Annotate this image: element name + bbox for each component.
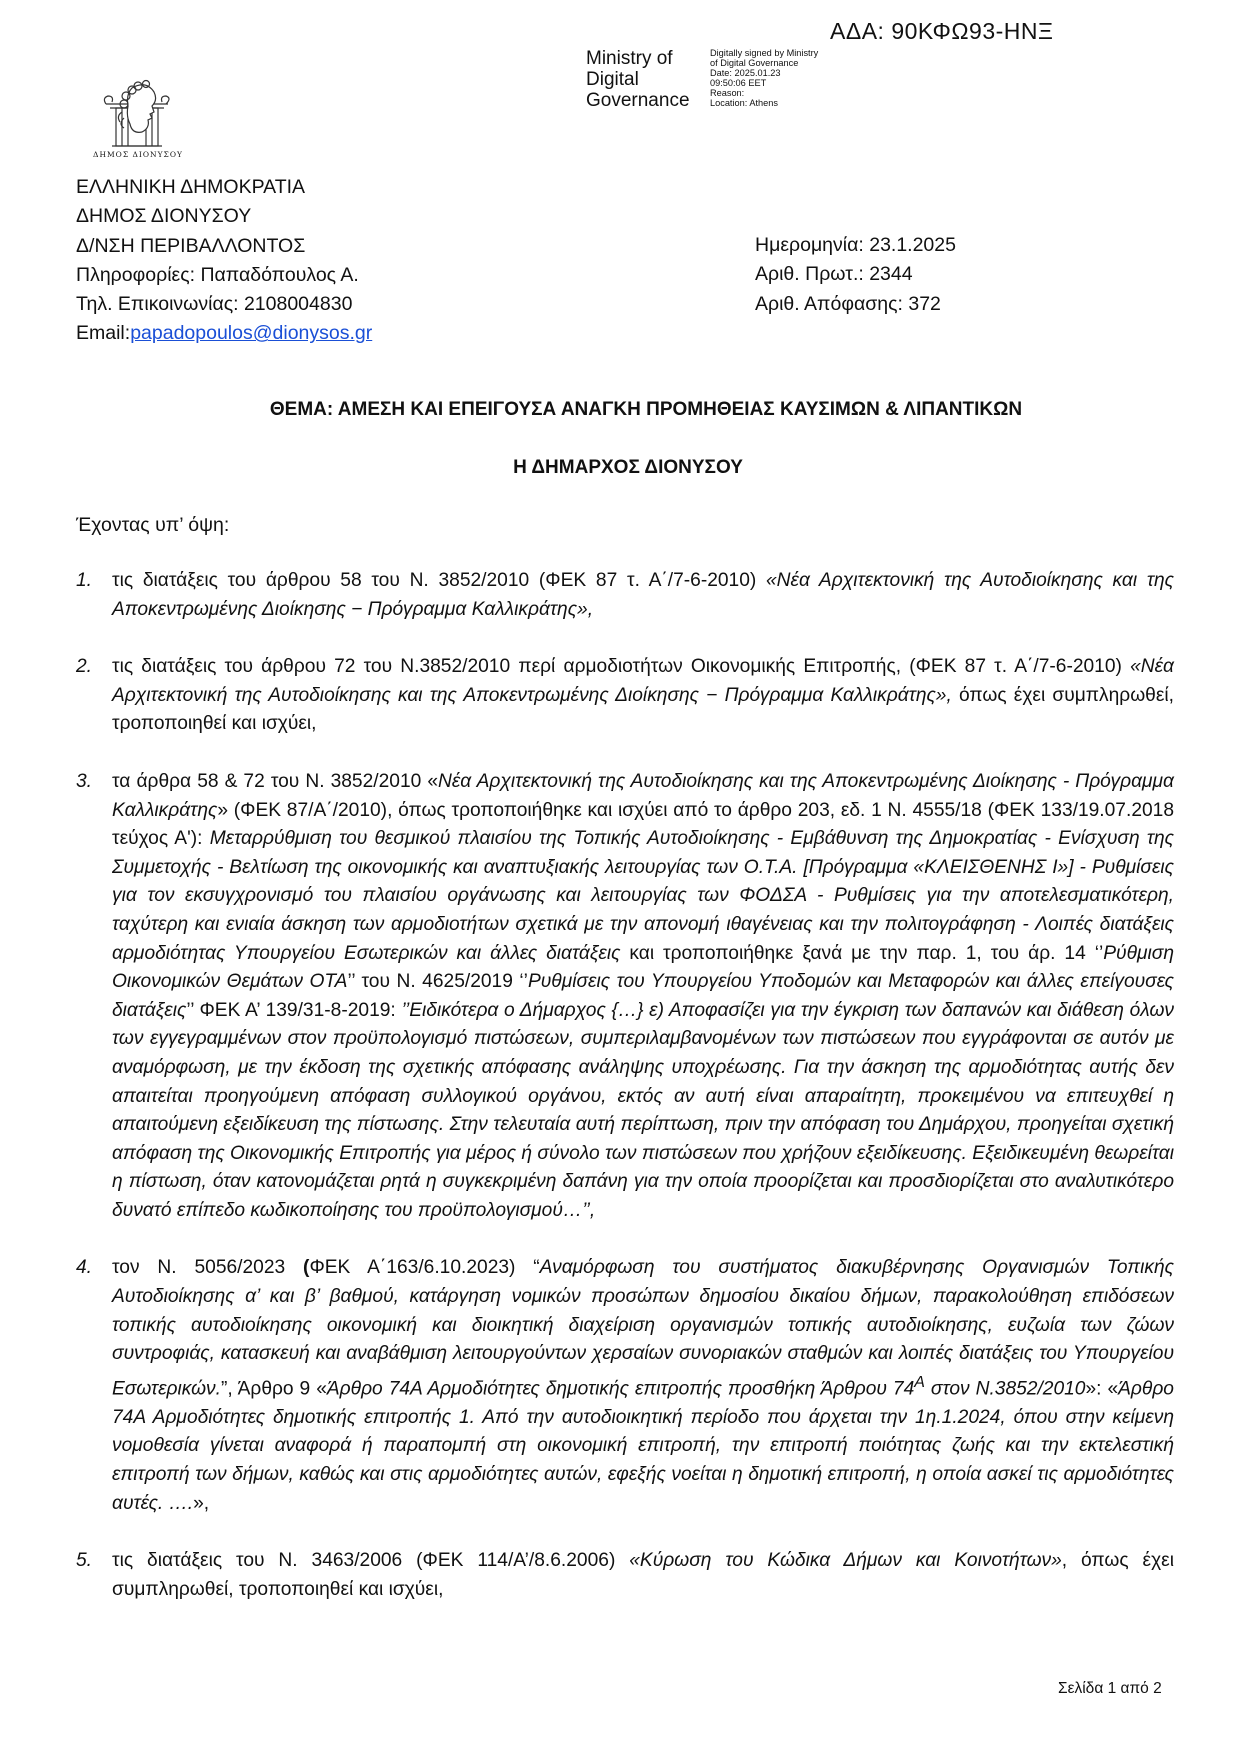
email-link[interactable]: papadopoulos@dionysos.gr: [130, 322, 373, 345]
info-contact-line: Πληροφορίες: Παπαδόπουλος Α.: [76, 263, 359, 286]
sender-info: [76, 173, 372, 349]
list-item: 2. τις διατάξεις του άρθρου 72 του Ν.3852/2010 περί αρμοδιοτήτων Οικονομικής Επιτροπής, (ΦΕΚ 87 τ. Α΄/7-6-2010) «Νέα Αρχιτεκτονική της Αυτοδιοίκησης και της Αποκεντρωμένης Διοίκησης − Πρόγραμμα Καλλικράτης», όπως έχει συμπληρωθεί, τροποποιηθεί και ισχύει,: [76, 653, 1174, 739]
mayor-heading: Η ΔΗΜΑΡΧΟΣ ΔΙΟΝΥΣΟΥ: [513, 457, 743, 478]
item-number: 1.: [76, 570, 93, 591]
item-number: 3.: [76, 770, 93, 792]
ada-code: ΑΔΑ: 90ΚΦΩ93-ΗΝΞ: [830, 18, 1054, 44]
protocol-line: Αριθ. Πρωτ.: 2344: [755, 263, 913, 286]
municipality-line: ΔΗΜΟΣ ΔΙΟΝΥΣΟΥ: [76, 205, 252, 228]
document-meta: [755, 231, 956, 319]
item-number: 4.: [76, 1257, 93, 1279]
list-item: 4. τον Ν. 5056/2023 (ΦΕΚ Α΄163/6.10.2023) “Αναμόρφωση του συστήματος διακυβέρνησης Οργανισμών Τοπικής Αυτοδιοίκησης α’ και β’ βαθμού, κατάργηση νομικών προσώπων δημοσίου δικαίου δήμων, παρακολούθηση επιδόσεων τοπικής αυτοδιοίκησης οικονομική και διοικητική διαχείριση οργανισμών τοπικής αυτοδιοίκησης, ευζωία των ζώων συντροφιάς, κατασκευή και αναβάθμιση λειτουργούντων χερσαίων συνοριακών σταθμών και λοιπές διατάξεις του Υπουργείου Εσωτερικών.”, Άρθρο 9 «Άρθρο 74Α Αρμοδιότητες δημοτικής επιτροπής προσθήκη Άρθρου $74^A$ στον Ν.3852/2010»: «Άρθρο 74Α Αρμοδιότητες δημοτικής επιτροπής 1. Από την αυτοδιοικητική περίοδο που άρχεται την 1η.1.2024, όπου στην κείμενη νομοθεσία γίνεται αναφορά ή παραπομπή στη οικονομική επιτροπή, την επιτροπή ποιότητας ζωής και την εκτελεστική επιτροπή των δήμων, καθώς και στις αρμοδιότητες αυτών, εφεξής νοείται η δημοτική επιτροπή, η οποία ασκεί τις αρμοδιότητες αυτές. ….»,: [76, 1254, 1174, 1518]
subject-heading: ΘΕΜΑ: ΑΜΕΣΗ ΚΑΙ ΕΠΕΙΓΟΥΣΑ ΑΝΑΓΚΗ ΠΡΟΜΗΘΕΙΑΣ ΚΑΥΣΙΜΩΝ & ΛΙΠΑΝΤΙΚΩΝ: [269, 399, 1023, 420]
date-line: Ημερομηνία: 23.1.2025: [755, 234, 956, 256]
directorate-line: Δ/ΝΣΗ ΠΕΡΙΒΑΛΛΟΝΤΟΣ: [76, 234, 306, 257]
page-number: Σελίδα 1 από 2: [1058, 1680, 1162, 1697]
list-item: 5. τις διατάξεις του Ν. 3463/2006 (ΦΕΚ 114/Α’/8.6.2006) «Κύρωση του Κώδικα Δήμων και Κοινοτήτων», όπως έχει συμπληρωθεί, τροποποιηθεί και ισχύει,: [76, 1547, 1174, 1604]
email-line: Email:papadopoulos@dionysos.gr: [76, 322, 373, 345]
list-item: 3. τα άρθρα 58 & 72 του Ν. 3852/2010 «Νέα Αρχιτεκτονική της Αυτοδιοίκησης και της Αποκεντρωμένης Διοίκησης - Πρόγραμμα Καλλικράτης» (ΦΕΚ 87/Α΄/2010), όπως τροποποιήθηκε και ισχύει από το άρθρο 203, εδ. 1 Ν. 4555/18 (ΦΕΚ 133/19.07.2018 τεύχος Α'): Μεταρρύθμιση του θεσμικού πλαισίου της Τοπικής Αυτοδιοίκησης - Εμβάθυνση της Δημοκρατίας - Ενίσχυση της Συμμετοχής - Βελτίωση της οικονομικής και αναπτυξιακής λειτουργίας των Ο.Τ.Α. [Πρόγραμμα «ΚΛΕΙΣΘΕΝΗΣ Ι»] - Ρυθμίσεις για τον εκσυγχρονισμό του πλαισίου οργάνωσης και λειτουργίας των ΦΟΔΣΑ - Ρυθμίσεις για την αποτελεσματικότερη, ταχύτερη και ενιαία άσκηση των αρμοδιοτήτων σχετικά με την απονομή ιθαγένειας και την πολιτογράφηση - Λοιπές διατάξεις αρμοδιότητας Υπουργείου Εσωτερικών και άλλες διατάξεις και τροποποιήθηκε ξανά με την παρ. 1, του άρ. 14 ‘’Ρύθμιση Οικονομικών Θεμάτων ΟΤΑ’’ του Ν. 4625/2019 ‘’Ρυθμίσεις του Υπουργείου Υποδομών και Μεταφορών και άλλες επείγουσες διατάξεις’’ ΦΕΚ Α’ 139/31-8-2019: ’’Ειδικότερα ο Δήμαρχος {…} ε) Αποφασίζει για την έγκριση των δαπανών και διάθεση όλων των εγγεγραμμένων στον προϋπολογισμό πιστώσεων, συμπεριλαμβανομένων των πιστώσεων που εγγράφονται σε αυτόν με αναμόρφωση, με την έκδοση της σχετικής απόφασης ανάληψης υποχρέωσης. Για την άσκηση της αρμοδιότητας αυτής δεν απαιτείται προηγούμενη απόφαση συλλογικού οργάνου, εκτός αν αυτή είναι απαραίτητη, προκειμένου να επιτευχθεί η απαιτούμενη εξειδίκευση της πίστωσης. Στην τελευταία αυτή περίπτωση, πριν την απόφαση του Δημάρχου, προηγείται σχετική απόφαση της Οικονομικής Επιτροπής για μέρος ή σύνολο των πιστώσεων που χρήζουν εξειδίκευσης. Εξειδικευμένη θεωρείται η πίστωση, όταν κατονομάζεται ρητά η συγκεκριμένη δαπάνη για την οποία προορίζεται και προσδιορίζεται στο αναλυτικότερο δυνατό επίπεδο κωδικοποίησης του προϋπολογισμού…’’,: [76, 768, 1174, 1226]
considering-intro: Έχοντας υπ’ όψη:: [76, 514, 230, 536]
phone-line: Τηλ. Επικοινωνίας: 2108004830: [76, 293, 353, 316]
item-number: 5.: [76, 1550, 93, 1572]
municipality-logo: [88, 78, 188, 168]
signature-details: Digitally signed by Ministry of Digital Governance Date: 2025.01.23 09:50:06 EET Reason: Location: Athens: [710, 48, 819, 108]
signature-ministry: Ministry of Digital Governance: [586, 48, 690, 111]
list-item: 1. τις διατάξεις του άρθρου 58 του Ν. 3852/2010 (ΦΕΚ 87 τ. Α΄/7-6-2010) «Νέα Αρχιτεκτονική της Αυτοδιοίκησης και της Αποκεντρωμένης Διοίκησης − Πρόγραμμα Καλλικράτης»,: [76, 567, 1174, 624]
item-number: 2.: [76, 656, 93, 678]
logo-caption: ΔΗΜΟΣ ΔΙΟΝΥΣΟΥ: [93, 150, 183, 159]
republic-line: ΕΛΛΗΝΙΚΗ ΔΗΜΟΚΡΑΤΙΑ: [76, 176, 306, 198]
considerations-list: [76, 567, 1174, 1633]
decision-number-line: Αριθ. Απόφασης: 372: [755, 292, 941, 315]
